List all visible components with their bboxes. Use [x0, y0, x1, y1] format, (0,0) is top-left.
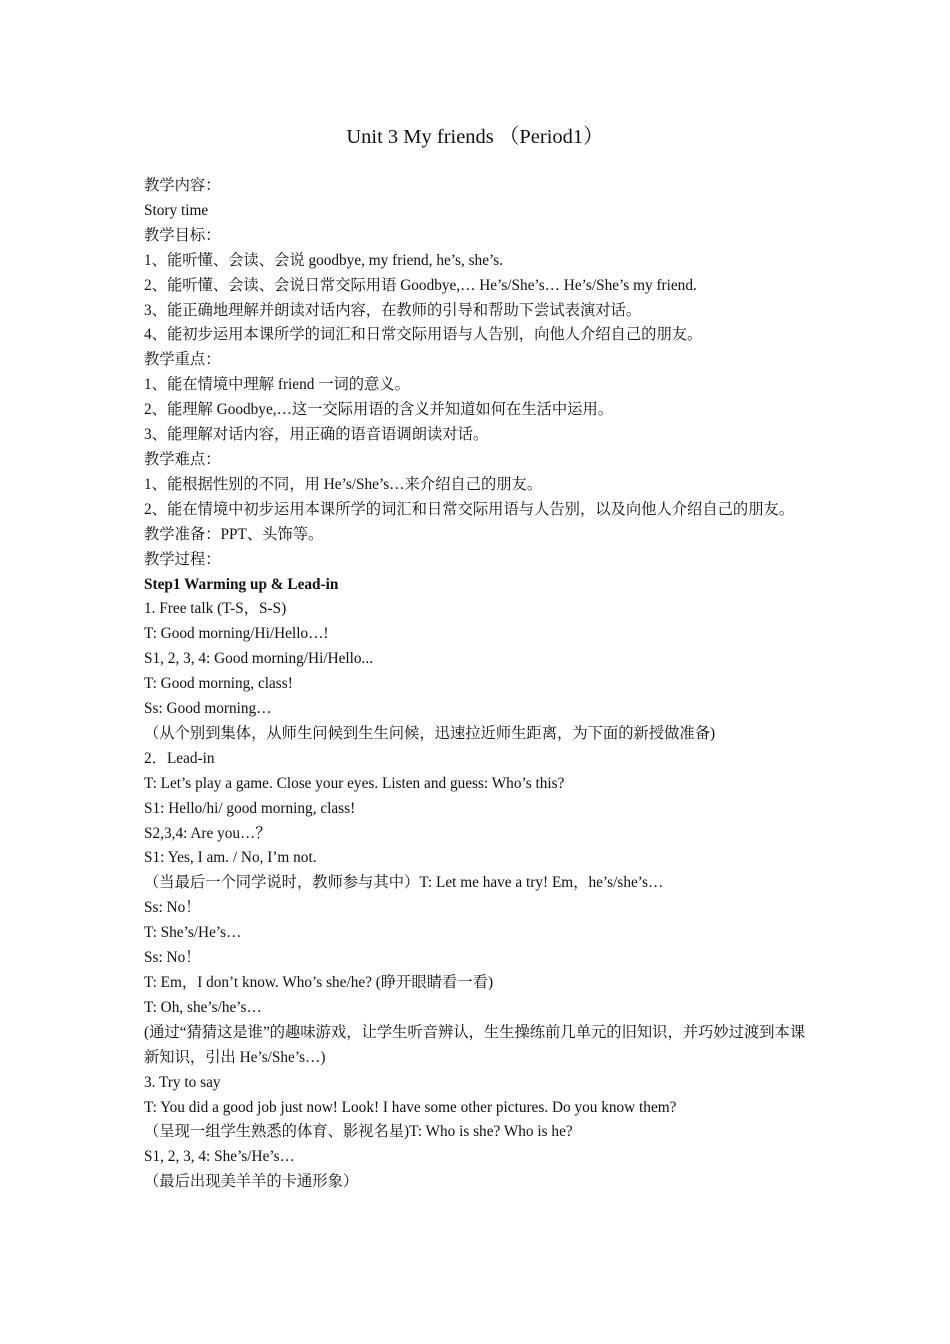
sub-step-heading: 1. Free talk (T-S，S-S) [144, 600, 287, 618]
dialogue-line: Ss: No！ [144, 899, 201, 917]
objective-item: 4、能初步运用本课所学的词汇和日常交际用语与人告别，向他人介绍自己的朋友。 [144, 326, 703, 344]
section-heading-difficulties: 教学难点： [144, 450, 221, 468]
key-point-item: 3、能理解对话内容，用正确的语音语调朗读对话。 [144, 426, 489, 444]
dialogue-line: S1: Yes, I am. / No, I’m not. [144, 849, 317, 867]
dialogue-line: T: Oh, she’s/he’s… [144, 998, 262, 1016]
sub-step-heading: 2．Lead-in [144, 749, 215, 767]
difficulty-item: 2、能在情境中初步运用本课所学的词汇和日常交际用语与人告别，以及向他人介绍自己的朋友。 [144, 500, 795, 518]
document-title: Unit 3 My friends （Period1） [346, 126, 604, 148]
dialogue-line: S1: Hello/hi/ good morning, class! [144, 799, 356, 817]
section-heading-objectives: 教学目标： [144, 226, 221, 244]
dialogue-line: T: Good morning, class! [144, 675, 293, 693]
preparation-text: 教学准备：PPT、头饰等。 [144, 525, 324, 543]
document-body [144, 174, 816, 1195]
section-heading-content: 教学内容： [144, 177, 221, 194]
dialogue-line: T: Good morning/Hi/Hello…! [144, 625, 329, 643]
content-text: Story time [144, 201, 209, 219]
dialogue-line: S1, 2, 3, 4: She’s/He’s… [144, 1148, 295, 1166]
dialogue-line: Ss: No！ [144, 949, 201, 967]
dialogue-line: S2,3,4: Are you…？ [144, 824, 271, 842]
section-heading-process: 教学过程： [144, 550, 221, 568]
teaching-note: (通过“猜猜这是谁”的趣味游戏，让学生听音辨认，生生操练前几单元的旧知识，并巧妙过渡到本课新知识，引出 He’s/She’s…) [144, 1023, 806, 1066]
teaching-note: （最后出现美羊羊的卡通形象） [144, 1173, 359, 1191]
key-point-item: 1、能在情境中理解 friend 一词的意义。 [144, 376, 410, 394]
dialogue-line: T: She’s/He’s… [144, 924, 242, 942]
objective-item: 3、能正确地理解并朗读对话内容，在教师的引导和帮助下尝试表演对话。 [144, 301, 642, 319]
dialogue-line: T: Em，I don’t know. Who’s she/he? (睁开眼睛看一看) [144, 974, 494, 991]
dialogue-line: T: Let’s play a game. Close your eyes. Listen and guess: Who’s this? [144, 774, 565, 792]
dialogue-line: S1, 2, 3, 4: Good morning/Hi/Hello... [144, 650, 374, 668]
teaching-note: （从个别到集体，从师生问候到生生问候，迅速拉近师生距离，为下面的新授做准备) [144, 724, 716, 742]
dialogue-line: （呈现一组学生熟悉的体育、影视名星)T: Who is she? Who is he? [144, 1123, 573, 1141]
dialogue-line: T: You did a good job just now! Look! I have some other pictures. Do you know them? [144, 1098, 677, 1116]
key-point-item: 2、能理解 Goodbye,…这一交际用语的含义并知道如何在生活中运用。 [144, 401, 614, 419]
dialogue-line: Ss: Good morning… [144, 700, 272, 718]
objective-item: 2、能听懂、会读、会说日常交际用语 Goodbye,… He’s/She’s… He’s/She’s my friend. [144, 276, 697, 294]
step-heading: Step1 Warming up & Lead-in [144, 575, 339, 593]
objective-item: 1、能听懂、会读、会说 goodbye, my friend, he’s, she’s. [144, 251, 504, 269]
sub-step-heading: 3. Try to say [144, 1073, 221, 1091]
dialogue-line: （当最后一个同学说时，教师参与其中）T: Let me have a try! Em，he’s/she’s… [144, 874, 664, 892]
difficulty-item: 1、能根据性别的不同，用 He’s/She’s…来介绍自己的朋友。 [144, 475, 543, 493]
section-heading-key-points: 教学重点： [144, 351, 221, 369]
